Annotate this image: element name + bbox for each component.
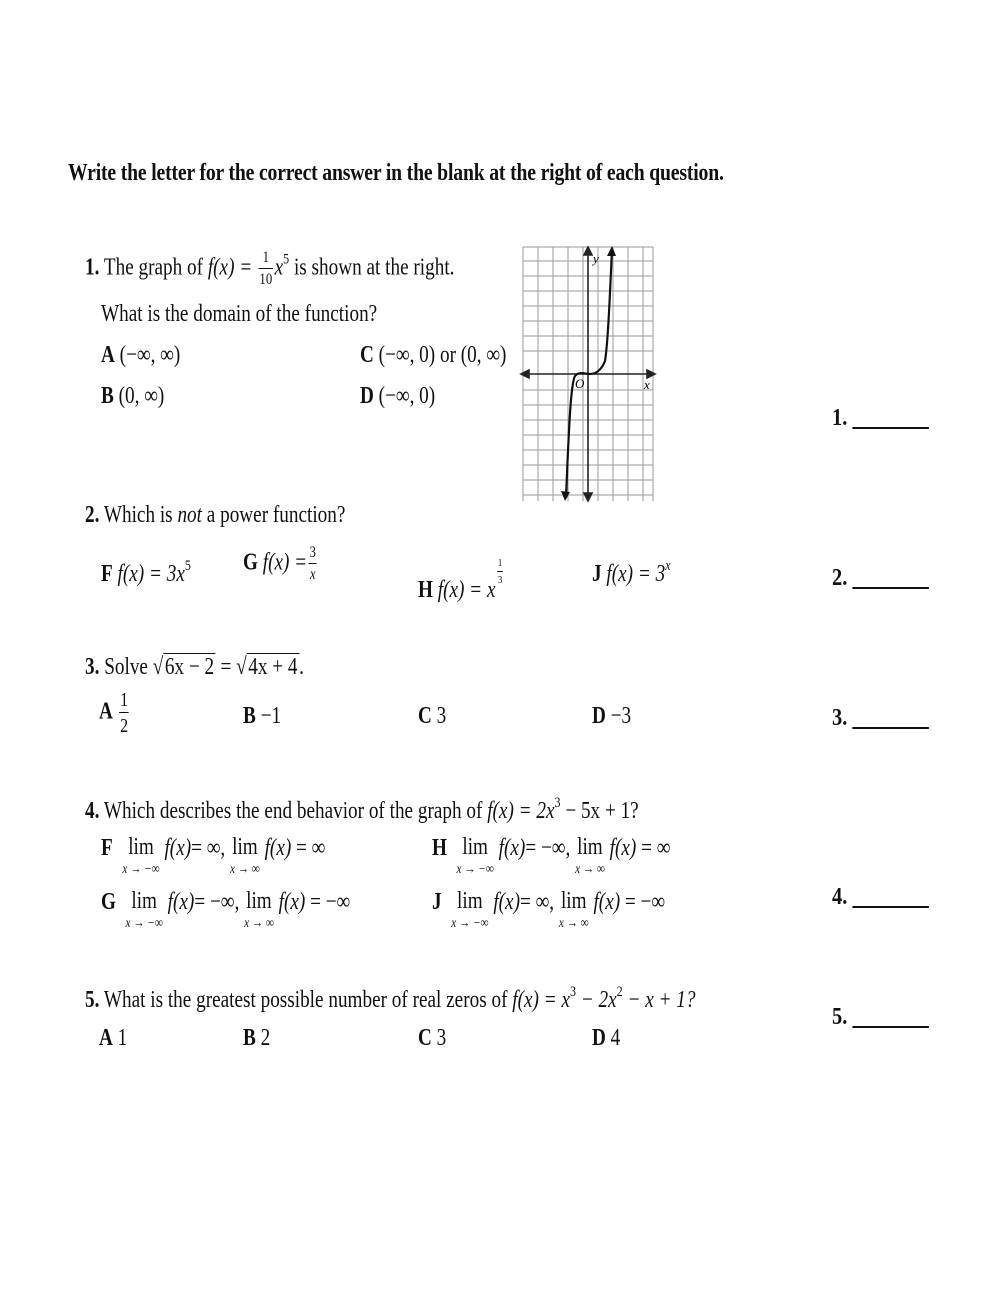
question-3: 3. Solve √6x − 2 = √4x + 4. [85, 654, 304, 680]
q2-option-g[interactable]: G f(x) = $\frac{3}{x}$ [243, 544, 316, 583]
q5-option-b[interactable]: B 2 [243, 1025, 271, 1051]
instructions: Write the letter for the correct answer in the blank at the right of each question. [68, 160, 724, 186]
radical-1: √6x − 2 [152, 654, 215, 680]
q1-option-b[interactable]: B (0, ∞) [101, 383, 165, 409]
question-1-line2: What is the domain of the function? [101, 301, 378, 327]
q3-option-b[interactable]: B −1 [243, 703, 282, 729]
q3-option-d[interactable]: D −3 [592, 703, 632, 729]
q2-option-j[interactable]: J $f(x) = 3^x$ [592, 558, 671, 587]
question-1-fraction: $\frac{1}{10}$ [259, 249, 273, 288]
question-1 [85, 250, 454, 288]
q2-option-f[interactable]: F $f(x) = 3x^5$ [101, 558, 191, 587]
answer-blank-4[interactable]: 4. [832, 884, 929, 911]
question-1-var: x [274, 254, 284, 281]
q2-option-h[interactable]: H f(x) = x $\frac{1}{3}$ [418, 557, 503, 603]
question-1-text-a: The graph of [103, 254, 208, 281]
function-graph [519, 243, 657, 505]
question-1-text-b: is shown at the right. [289, 254, 455, 281]
question-5: 5. What is the greatest possible number of real zeros of $f(x) = x^3 - 2x^2 - x + 1$? [85, 984, 696, 1013]
q4-option-h[interactable]: H lim x → −∞ f(x)= −∞, lim x → ∞ f(x) = ∞ [432, 834, 671, 877]
q1-option-a[interactable]: A (−∞, ∞) [101, 342, 181, 368]
q4-option-g[interactable]: G lim x → −∞ f(x)= −∞, lim x → ∞ f(x) = −∞ [101, 888, 351, 931]
q5-option-d[interactable]: D 4 [592, 1025, 621, 1051]
q1-option-c[interactable]: C (−∞, 0) or (0, ∞) [360, 342, 507, 368]
question-2-emphasis: not [177, 502, 202, 528]
q3-option-a[interactable]: A $\frac{1}{2}$ [99, 689, 129, 737]
q4-option-f[interactable]: F lim x → −∞ f(x)= ∞, lim x → ∞ f(x) = ∞ [101, 834, 326, 877]
answer-blank-5[interactable]: 5. [832, 1004, 929, 1031]
q3-option-c[interactable]: C 3 [418, 703, 447, 729]
answer-blank-2[interactable]: 2. [832, 565, 929, 592]
question-1-number: 1. [85, 254, 100, 281]
radical-2: √4x + 4 [236, 654, 298, 680]
q1-option-d[interactable]: D (−∞, 0) [360, 383, 436, 409]
q5-option-c[interactable]: C 3 [418, 1025, 447, 1051]
question-1-fx: f(x) = [207, 254, 258, 281]
q4-option-j[interactable]: J lim x → −∞ f(x)= ∞, lim x → ∞ f(x) = −∞ [432, 888, 666, 931]
question-4: 4. Which describes the end behavior of the graph of $f(x) = 2x^3 - 5x + 1$? [85, 795, 639, 824]
answer-blank-3[interactable]: 3. [832, 705, 929, 732]
question-1-exponent: 5 [283, 251, 290, 268]
graph-curve-arrow-bottom [561, 491, 570, 501]
graph-x-label: x [644, 377, 650, 392]
graph-y-label: y [593, 251, 599, 266]
question-2: 2. Which is not a power function? [85, 502, 346, 528]
graph-origin-label: O [575, 376, 585, 391]
q5-option-a[interactable]: A 1 [99, 1025, 128, 1051]
answer-blank-1[interactable]: 1. [832, 405, 929, 432]
